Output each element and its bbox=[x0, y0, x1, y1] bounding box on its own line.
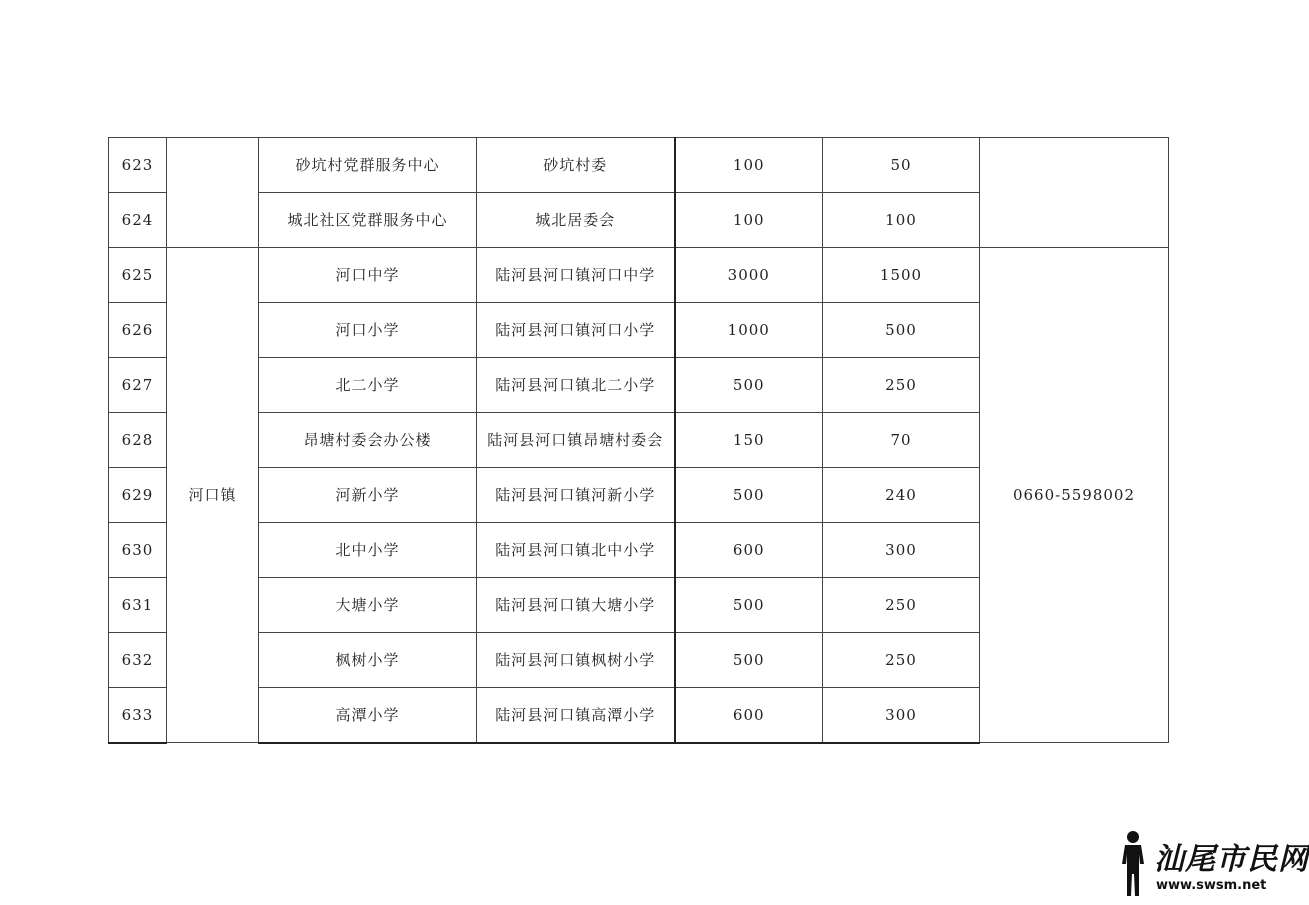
managing-unit: 陆河县河口镇北中小学 bbox=[477, 523, 675, 578]
capacity-value: 250 bbox=[823, 578, 980, 633]
managing-unit: 陆河县河口镇大塘小学 bbox=[477, 578, 675, 633]
row-number: 627 bbox=[109, 358, 167, 413]
place-name: 北中小学 bbox=[259, 523, 477, 578]
capacity-value: 250 bbox=[823, 633, 980, 688]
area-value: 500 bbox=[675, 468, 823, 523]
area-value: 600 bbox=[675, 688, 823, 743]
area-value: 500 bbox=[675, 633, 823, 688]
managing-unit: 陆河县河口镇高潭小学 bbox=[477, 688, 675, 743]
managing-unit: 陆河县河口镇河新小学 bbox=[477, 468, 675, 523]
table-row bbox=[109, 248, 1169, 303]
capacity-value: 1500 bbox=[823, 248, 980, 303]
contact-cell-empty bbox=[980, 138, 1169, 248]
place-name: 北二小学 bbox=[259, 358, 477, 413]
row-number: 631 bbox=[109, 578, 167, 633]
area-value: 100 bbox=[675, 193, 823, 248]
row-number: 624 bbox=[109, 193, 167, 248]
place-name: 河口小学 bbox=[259, 303, 477, 358]
site-watermark bbox=[1112, 826, 1309, 902]
area-value: 150 bbox=[675, 413, 823, 468]
place-name: 砂坑村党群服务中心 bbox=[259, 138, 477, 193]
area-value: 500 bbox=[675, 578, 823, 633]
place-name: 河口中学 bbox=[259, 248, 477, 303]
managing-unit: 陆河县河口镇河口小学 bbox=[477, 303, 675, 358]
capacity-value: 50 bbox=[823, 138, 980, 193]
capacity-value: 500 bbox=[823, 303, 980, 358]
place-name: 高潭小学 bbox=[259, 688, 477, 743]
table-row bbox=[109, 138, 1169, 193]
area-value: 600 bbox=[675, 523, 823, 578]
managing-unit: 陆河县河口镇枫树小学 bbox=[477, 633, 675, 688]
row-number: 629 bbox=[109, 468, 167, 523]
row-number: 626 bbox=[109, 303, 167, 358]
row-number: 623 bbox=[109, 138, 167, 193]
place-name: 昂塘村委会办公楼 bbox=[259, 413, 477, 468]
managing-unit: 陆河县河口镇昂塘村委会 bbox=[477, 413, 675, 468]
watermark-title: 汕尾市民网 bbox=[1154, 842, 1309, 877]
town-cell-empty bbox=[167, 138, 259, 248]
row-number: 628 bbox=[109, 413, 167, 468]
town-name: 河口镇 bbox=[167, 248, 259, 743]
row-number: 625 bbox=[109, 248, 167, 303]
place-name: 大塘小学 bbox=[259, 578, 477, 633]
managing-unit: 陆河县河口镇河口中学 bbox=[477, 248, 675, 303]
area-value: 1000 bbox=[675, 303, 823, 358]
managing-unit: 陆河县河口镇北二小学 bbox=[477, 358, 675, 413]
row-number: 633 bbox=[109, 688, 167, 743]
managing-unit: 城北居委会 bbox=[477, 193, 675, 248]
place-name: 河新小学 bbox=[259, 468, 477, 523]
contact-phone: 0660-5598002 bbox=[980, 248, 1169, 743]
managing-unit: 砂坑村委 bbox=[477, 138, 675, 193]
capacity-value: 300 bbox=[823, 523, 980, 578]
capacity-value: 100 bbox=[823, 193, 980, 248]
shelter-table bbox=[108, 137, 1169, 744]
capacity-value: 240 bbox=[823, 468, 980, 523]
capacity-value: 70 bbox=[823, 413, 980, 468]
area-value: 100 bbox=[675, 138, 823, 193]
watermark-url: www.swsm.net bbox=[1156, 878, 1267, 893]
person-silhouette-icon bbox=[1116, 830, 1150, 900]
area-value: 500 bbox=[675, 358, 823, 413]
place-name: 城北社区党群服务中心 bbox=[259, 193, 477, 248]
place-name: 枫树小学 bbox=[259, 633, 477, 688]
row-number: 630 bbox=[109, 523, 167, 578]
row-number: 632 bbox=[109, 633, 167, 688]
capacity-value: 300 bbox=[823, 688, 980, 743]
capacity-value: 250 bbox=[823, 358, 980, 413]
area-value: 3000 bbox=[675, 248, 823, 303]
